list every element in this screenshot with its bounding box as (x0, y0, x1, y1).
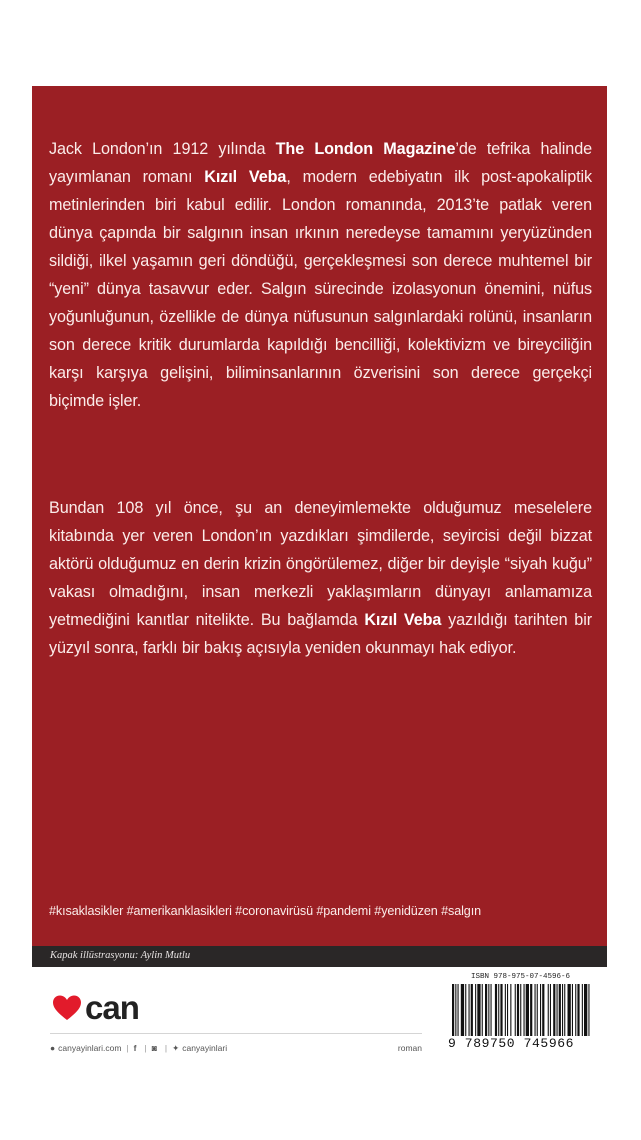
emphasized-title: Kızıl Veba (364, 611, 442, 629)
emphasized-title: The London Magazine (275, 140, 456, 158)
illustrator-credit: Kapak illüstrasyonu: Aylin Mutlu (50, 950, 191, 961)
globe-icon: ● (50, 1043, 56, 1053)
twitter-icon[interactable]: ✦ (172, 1042, 180, 1053)
social-handle[interactable]: canyayinlari (182, 1043, 228, 1053)
emphasized-title: Kızıl Veba (204, 168, 287, 186)
logo-text: can (85, 989, 139, 1026)
facebook-icon[interactable]: f (133, 1043, 137, 1053)
hashtags: #kısaklasikler #amerikanklasikleri #coronavirüsü #pandemi #yenidüzen #salgın (49, 904, 482, 918)
instagram-icon[interactable]: ◙ (151, 1043, 157, 1053)
genre-label: roman (397, 1043, 422, 1053)
publisher-logo (52, 990, 139, 1026)
publisher-website[interactable]: canyayinlari.com (58, 1043, 122, 1053)
text-run: yazıldığı tarihten bir yüzyıl sonra, farklı bir bakış açısıyla yeniden okunmayı hak ediyor. (49, 611, 592, 657)
barcode-box (446, 968, 595, 1054)
separator: | (144, 1043, 147, 1053)
text-run: Jack London’ın 1912 yılında (49, 140, 276, 158)
text-run: , modern edebiyatın ilk post-apokaliptik metinlerinden biri kabul edilir. London romanında, 2013’te patlak veren dünya çapında bir salgının insan ırkının neredeyse tamamını yeryüzünden sildiği, ilkel yaşamın geri döndüğü, gerçekleşmesi son derece muhtemel bir “yeni” dünya tasavvur eder. Salgın sürecinde izolasyonun önemini, nüfus yoğunluğunun, özellikle de dünya nüfusunun salgınlardaki rolünü, insanların son derece kritik durumlarda kapıldığı bencilliği, kolektivizm ve bireyciliğin karşı karşıya gelişini, biliminsanlarının özverisini son derece gerçekçi biçimde işler. (49, 168, 592, 410)
publisher-footer (50, 1041, 422, 1055)
separator: | (164, 1043, 168, 1053)
isbn-digits: 9 789750 745966 (448, 1036, 575, 1051)
separator: | (126, 1043, 129, 1053)
text-run: Bundan 108 yıl önce, şu an deneyimlemekte olduğumuz meselelere kitabında yer veren London’ın yazdıkları şimdilerde, seyircisi değil bizzat aktörü olduğumuz en derin krizin öngörülemez, diğer bir deyişle “siyah kuğu” vakası olmadığını, insan merkezli yaklaşımların dünyayı anlamamıza yetmediğini kanıtlar nitelikte. Bu bağlamda (49, 499, 592, 629)
heart-icon (52, 994, 82, 1022)
barcode-bars (452, 984, 590, 1036)
blurb-paragraph-2 (49, 494, 592, 662)
footer-divider (50, 1033, 422, 1034)
text-run: ’de tefrika halinde yayımlanan romanı (49, 140, 593, 186)
isbn-label: ISBN 978-975-07-4596-6 (470, 973, 571, 981)
blurb-paragraph-1 (49, 135, 592, 415)
back-cover-panel (32, 86, 607, 952)
